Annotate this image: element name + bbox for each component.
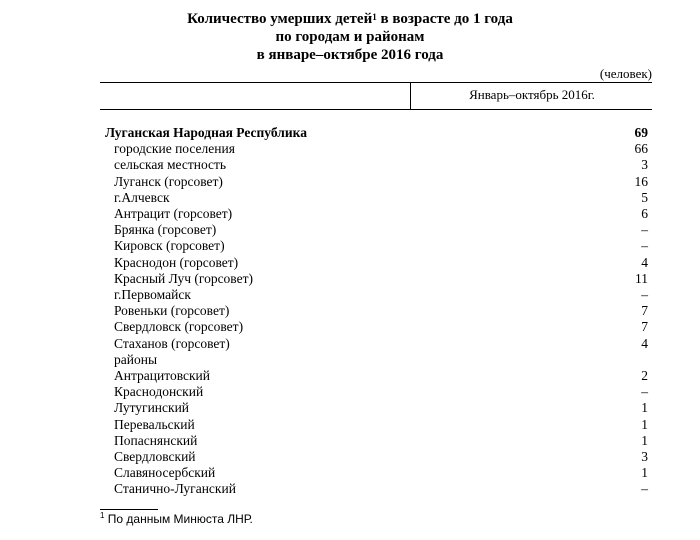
row-label: Ровеньки (горсовет) xyxy=(114,303,230,319)
table-row xyxy=(100,157,648,173)
header-column-divider xyxy=(410,82,411,109)
title-line-3: в январе–октябре 2016 года xyxy=(256,47,444,63)
title-line-2: по городам и районам xyxy=(275,29,425,45)
footnote-marker: 1 xyxy=(372,12,377,22)
row-value: 5 xyxy=(641,189,648,205)
row-value: 1 xyxy=(641,432,648,448)
row-value: 16 xyxy=(634,173,648,189)
row-value: – xyxy=(641,481,648,497)
row-value: 7 xyxy=(641,303,648,319)
row-label: Красный Луч (горсовет) xyxy=(114,270,253,286)
row-label: Станично-Луганский xyxy=(114,481,236,497)
row-label: Луганск (горсовет) xyxy=(114,173,223,189)
row-label: Луганская Народная Республика xyxy=(105,125,307,140)
row-label: г.Первомайск xyxy=(114,287,191,302)
row-value: – xyxy=(641,238,648,254)
title-line-1: Количество умерших детей$^1$ в возрасте до 1 года xyxy=(187,11,513,27)
row-label: Кировск (горсовет) xyxy=(114,238,225,254)
row-value: 11 xyxy=(635,270,648,286)
row-label: Краснодон (горсовет) xyxy=(114,254,239,270)
table-row xyxy=(100,481,648,497)
table-row xyxy=(100,417,648,433)
row-value: 4 xyxy=(641,254,648,270)
row-value: 66 xyxy=(634,141,648,157)
table-row xyxy=(100,319,648,335)
table-row xyxy=(100,255,648,271)
table-title xyxy=(0,10,700,64)
table-row xyxy=(100,238,648,254)
row-label: г.Алчевск xyxy=(114,189,170,205)
row-label: районы xyxy=(114,351,158,367)
row-value: 1 xyxy=(641,465,648,481)
row-label: Лутугинский xyxy=(114,400,190,416)
row-value: 3 xyxy=(641,449,648,464)
table-row xyxy=(100,303,648,319)
row-label: Краснодонский xyxy=(114,384,204,400)
table-row xyxy=(100,352,648,368)
table-row xyxy=(100,125,648,141)
row-label: Стаханов (горсовет) xyxy=(114,335,230,351)
table-row xyxy=(100,222,648,238)
row-label: Брянка (горсовет) xyxy=(114,222,217,238)
row-value: – xyxy=(641,287,648,302)
table-row xyxy=(100,174,648,190)
table-row xyxy=(100,287,648,303)
row-label: Перевальский xyxy=(114,416,195,432)
row-value: 4 xyxy=(641,335,648,351)
row-value: 3 xyxy=(641,157,648,173)
table-row xyxy=(100,271,648,287)
row-value: 7 xyxy=(641,319,648,335)
row-label: Попаснянский xyxy=(114,432,198,448)
row-value: 1 xyxy=(641,400,648,416)
row-value: – xyxy=(641,384,648,400)
table-row xyxy=(100,465,648,481)
row-label: городские поселения xyxy=(114,141,235,157)
header-bottom-border xyxy=(100,109,652,110)
table-top-border xyxy=(100,82,652,83)
table-row xyxy=(100,384,648,400)
unit-label: (человек) xyxy=(599,66,652,81)
row-value: 1 xyxy=(641,416,648,432)
row-label: Свердловский xyxy=(114,449,196,464)
row-value: 2 xyxy=(641,368,648,383)
row-label: Славяносербский xyxy=(114,465,216,481)
table-row xyxy=(100,449,648,465)
table-row xyxy=(100,336,648,352)
row-label: Антрацитовский xyxy=(114,368,210,383)
row-label: сельская местность xyxy=(114,157,227,173)
table-row xyxy=(100,433,648,449)
row-label: Свердловск (горсовет) xyxy=(114,319,244,335)
row-value: – xyxy=(641,222,648,238)
row-label: Антрацит (горсовет) xyxy=(114,206,233,221)
column-header: Январь–октябрь 2016г. xyxy=(469,87,595,102)
footnote-divider xyxy=(100,509,158,510)
footnote: $^1$ По данным Минюста ЛНР. xyxy=(100,511,253,526)
table-row xyxy=(100,190,648,206)
row-value: 69 xyxy=(634,125,648,140)
table-row xyxy=(100,400,648,416)
table-row xyxy=(100,368,648,384)
table-row xyxy=(100,206,648,222)
row-value: 6 xyxy=(641,206,648,221)
table-row xyxy=(100,141,648,157)
